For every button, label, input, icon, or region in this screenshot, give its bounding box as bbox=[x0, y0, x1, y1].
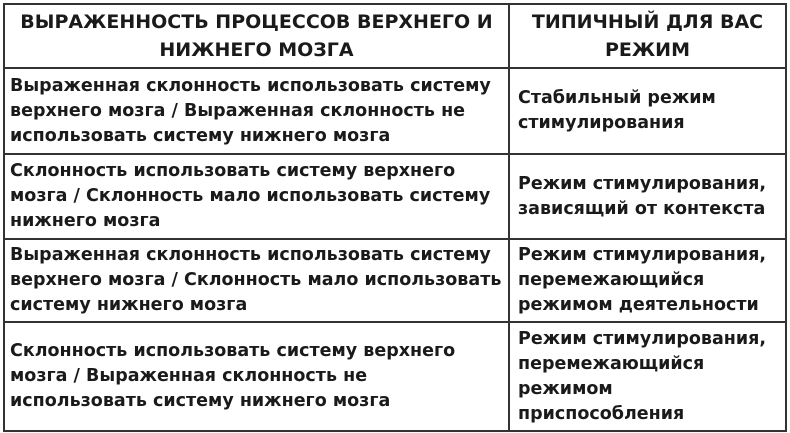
mode-cell: Стабильный режим стимулирования bbox=[509, 68, 786, 154]
table-row bbox=[4, 239, 786, 322]
table-row bbox=[4, 68, 786, 154]
mode-cell: Режим стимулирования, зависящий от контекста bbox=[509, 154, 786, 239]
header-mode: ТИПИЧНЫЙ ДЛЯ ВАС РЕЖИМ bbox=[509, 4, 786, 68]
table-row bbox=[4, 154, 786, 239]
table-row bbox=[4, 322, 786, 431]
header-tendency: ВЫРАЖЕННОСТЬ ПРОЦЕССОВ ВЕРХНЕГО И НИЖНЕГО МОЗГА bbox=[4, 4, 509, 68]
brain-mode-table bbox=[3, 3, 787, 432]
tendency-cell: Склонность использовать систему верхнего мозга / Склонность мало использовать систему нижнего мозга bbox=[4, 154, 509, 239]
mode-cell: Режим стимулирования, перемежающийся режимом деятельности bbox=[509, 239, 786, 322]
tendency-cell: Выраженная склонность использовать систему верхнего мозга / Выраженная склонность не использовать систему нижнего мозга bbox=[4, 68, 509, 154]
tendency-cell: Склонность использовать систему верхнего мозга / Выраженная склонность не использовать систему нижнего мозга bbox=[4, 322, 509, 431]
mode-cell: Режим стимулирования, перемежающийся режимом приспособления bbox=[509, 322, 786, 431]
header-row bbox=[4, 4, 786, 68]
tendency-cell: Выраженная склонность использовать систему верхнего мозга / Склонность мало использовать систему нижнего мозга bbox=[4, 239, 509, 322]
